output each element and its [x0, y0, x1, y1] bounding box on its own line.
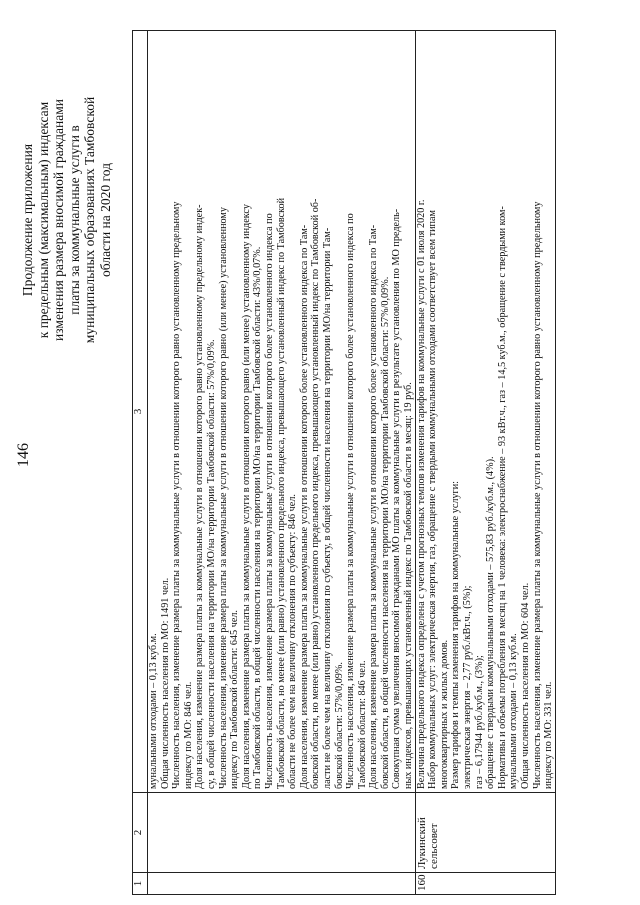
text-line: индексу по Тамбовской области: 645 чел. — [229, 610, 241, 789]
text-line: Доля населения, изменение размера платы за коммунальные услуги в отношении которого более установленного индекса по Там- — [298, 224, 310, 789]
text-line: обращение с твердыми коммунальными отходами – 575,83 руб./куб.м., (4%). — [485, 456, 497, 789]
text-line: многоквартирных и жилых домов. — [438, 639, 450, 789]
appendix-heading — [20, 50, 113, 390]
text-line: Набор коммунальных услуг: электрическая энергия, газ, обращение с твердыми коммунальными отходами соответствует всем типам — [427, 210, 439, 789]
appendix-line: к предельным (максимальным) индексам — [35, 101, 51, 339]
text-line: Общая численность населения по МО: 1491 чел. — [159, 577, 171, 789]
text-line: Численность населения, изменение размера платы за коммунальные услуги в отношении которого более установленного индекса по — [263, 213, 275, 789]
row-number-cell — [148, 873, 416, 895]
appendix-line: Продолжение приложения — [20, 143, 35, 297]
appendix-line: изменения размера вносимой гражданами — [51, 99, 66, 341]
table-row-160 — [415, 31, 555, 895]
text-line: электрическая энергия – 2,77 руб./кВт.ч., (5%); — [462, 585, 474, 789]
page-number: 146 — [15, 443, 32, 467]
table-row-continued — [148, 31, 416, 895]
text-line: су, в общей численности населения на территории МО/на территории Тамбовской области: 57%/0,09%. — [205, 339, 217, 789]
text-line: бовской области, в общей численности населения на территории МО/на территории Тамбовской области: 57%/0,09%. — [379, 276, 391, 789]
text-line: Доля населения, изменение размера платы за коммунальные услуги в отношении которого равно (или менее) установленному индексу — [240, 204, 252, 789]
text-line: по Тамбовской области, в общей численности населения на территории МО/на территории Тамбовской области: 43%/0,07%. — [252, 246, 264, 789]
row-number-cell: 160 — [415, 873, 555, 895]
table-header-row — [133, 31, 148, 895]
description-cell — [415, 31, 555, 793]
text-line: Тамбовской области, но менее (или равно) установленного предельного индекса, превышающего установленный индекс по Тамбовской — [275, 197, 287, 789]
text-line: Нормативы и объемы потребления в месяц на 1 человека: электроснабжение – 93 кВт.ч., газ – 14,5 куб.м., обращение с твердыми ком- — [496, 206, 508, 789]
appendix-line: муниципальных образованиях Тамбовской — [82, 96, 97, 344]
indices-table — [132, 30, 556, 895]
municipality-cell — [148, 793, 416, 873]
header-cell: 1 — [133, 873, 148, 895]
appendix-line: платы за коммунальные услуги в — [66, 125, 82, 315]
text-line: бовской области: 57%/0,09%. — [333, 662, 345, 789]
text-line: мунальными отходами – 0,13 куб.м. — [148, 633, 159, 789]
header-cell: 2 — [133, 793, 148, 873]
text-line: Численность населения, изменение размера платы за коммунальные услуги в отношении которого более установленного индекса по — [345, 213, 357, 789]
text-line: Доля населения, изменение размера платы за коммунальные услуги в отношении которого более установленного индекса по Там- — [368, 224, 380, 789]
text-line: Численность населения, изменение размера платы за коммунальные услуги в отношении которого равно (или менее) установленному — [217, 207, 229, 789]
text-line: ласти не более чем на величину отклонения по субъекту, в общей численности населения на территории МО/на территории Там- — [321, 227, 333, 789]
text-line: Численность населения, изменение размера платы за коммунальные услуги в отношении которого равно установленному предельному — [531, 201, 543, 789]
text-line: Размер тарифов и темпы изменения тарифов на коммунальные услуги: — [450, 481, 462, 789]
text-line: газ – 6,17944 руб./куб.м., (3%); — [473, 655, 485, 789]
header-cell: 3 — [133, 31, 148, 793]
text-line: Величина предельного индекса определена с учетом прогнозных темпов изменения тарифов на коммунальные услуги с 01 июля 2020 г. — [415, 199, 427, 789]
text-line: ных индексов, превышающих установленный индекс по Тамбовской области в месяц: 19 руб. — [403, 382, 415, 789]
text-line: индексу по МО: 331 чел. — [543, 681, 555, 789]
text-line: Тамбовской области: 846 чел. — [356, 660, 368, 789]
text-line: мунальными отходами – 0,13 куб.м. — [508, 633, 520, 789]
text-line: области не более чем на величину отклонения по субъекту: 846 чел. — [287, 494, 299, 789]
text-line: Совокупная сумма увеличения вносимой гражданами МО платы за коммунальные услуги в результате установления по МО предель- — [391, 208, 403, 789]
municipality-cell: Лукинский сельсовет — [415, 793, 555, 873]
text-line: Доля населения, изменение размера платы за коммунальные услуги в отношении которого равно установленному предельному индек- — [194, 204, 206, 789]
text-line: бовской области, но менее (или равно) установленного предельного индекса, превышающего установленный индекс по Тамбовской об- — [310, 198, 322, 789]
text-line: Общая численность населения по МО: 604 чел. — [520, 582, 531, 789]
description-cell — [148, 31, 416, 793]
text-line: Численность населения, изменение размера платы за коммунальные услуги в отношении которого равно установленному предельному — [171, 201, 183, 789]
appendix-line: области на 2020 год — [97, 163, 113, 277]
text-line: индексу по МО: 846 чел. — [182, 681, 194, 789]
